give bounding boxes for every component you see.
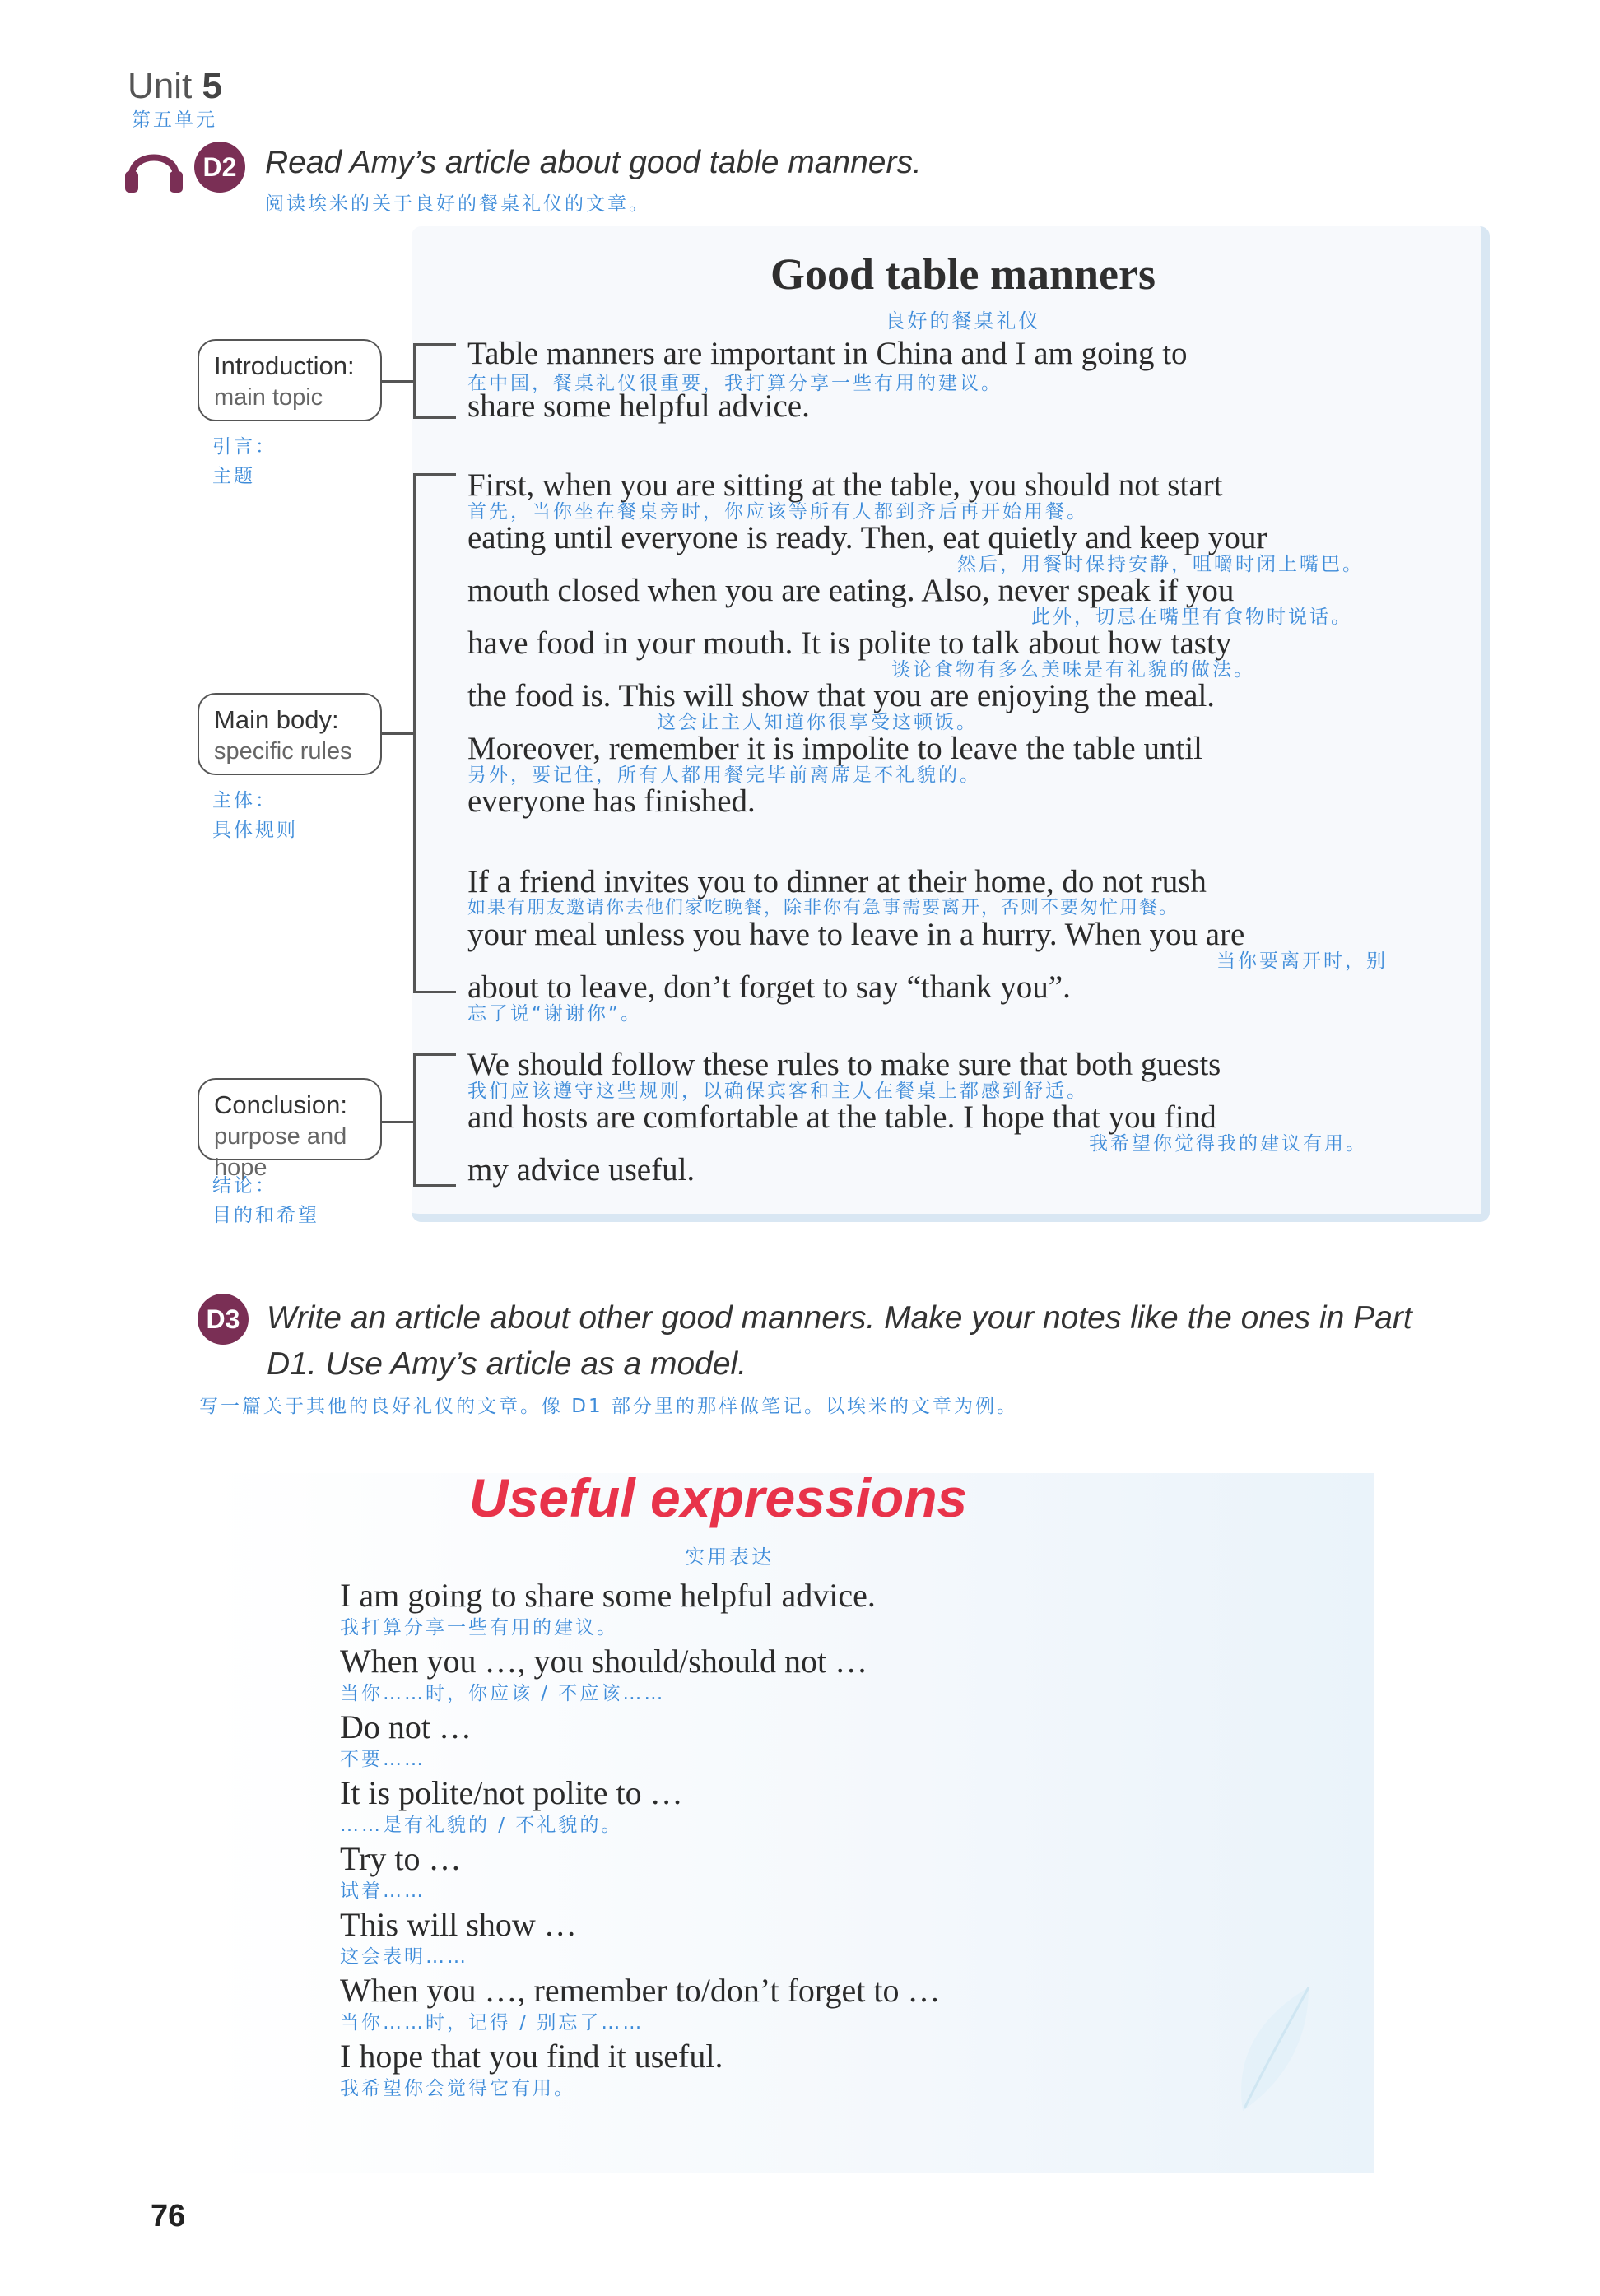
label-cn-line: 结论： <box>212 1175 277 1197</box>
expression-en: I hope that you find it useful. <box>340 2038 723 2075</box>
label-subtitle: purpose and hope <box>214 1123 347 1181</box>
conclusion-cn-1: 我们应该遵守这些规则，以确保宾客和主人在餐桌上都感到舒适。 <box>467 1081 1088 1102</box>
conclusion-line: my advice useful. <box>467 1152 695 1188</box>
expression-en: It is polite/not polite to … <box>340 1774 683 1811</box>
leaf-decoration-icon <box>1226 1983 1317 2115</box>
expression-cn: ……是有礼貌的 / 不礼貌的。 <box>340 1815 623 1836</box>
label-conclusion-cn <box>212 1171 319 1230</box>
article-title-cn: 良好的餐桌礼仪 <box>885 309 1041 332</box>
expression-en: This will show … <box>340 1906 577 1943</box>
body-line: about to leave, don’t forget to say “thank you”. <box>467 969 1071 1005</box>
d2-badge: D2 <box>194 142 245 193</box>
expression-cn: 这会表明…… <box>340 1946 468 1968</box>
expression-item <box>340 1773 683 1838</box>
label-introduction <box>198 339 382 421</box>
body-line: mouth closed when you are eating. Also, never speak if you <box>467 573 1235 608</box>
expression-en: Do not … <box>340 1708 472 1745</box>
expression-cn: 我打算分享一些有用的建议。 <box>340 1617 618 1638</box>
label-main-body-cn <box>212 786 298 845</box>
conclusion-bracket <box>413 1053 456 1187</box>
label-title: Conclusion: <box>214 1090 347 1119</box>
label-cn-line: 具体规则 <box>212 820 298 841</box>
body1-cn-6: 另外，要记住，所有人都用餐完毕前离席是不礼貌的。 <box>467 765 981 786</box>
conclusion-line: We should follow these rules to make sure that both guests <box>467 1047 1221 1082</box>
expression-cn: 试着…… <box>340 1880 426 1902</box>
body2-cn-2: 当你要离开时，别 <box>1216 950 1388 972</box>
d3-instruction-cn: 写一篇关于其他的良好礼仪的文章。像 D1 部分里的那样做笔记。以埃米的文章为例。 <box>199 1396 1018 1417</box>
expression-item <box>340 1576 876 1640</box>
unit-heading <box>128 66 222 107</box>
label-cn-line: 主题 <box>212 466 255 487</box>
expression-cn: 当你……时，你应该 / 不应该…… <box>340 1683 666 1704</box>
expression-cn: 我希望你会觉得它有用。 <box>340 2078 575 2099</box>
label-introduction-cn <box>212 432 277 491</box>
body-bracket <box>413 473 456 993</box>
conclusion-line: and hosts are comfortable at the table. I hope that you find <box>467 1099 1216 1135</box>
label-cn-line: 引言： <box>212 436 277 458</box>
expression-item <box>340 1642 867 1706</box>
body-line: everyone has finished. <box>467 783 756 819</box>
expression-item <box>340 1971 940 2035</box>
body1-cn-5: 这会让主人知道你很享受这顿饭。 <box>657 712 978 733</box>
body-line: eating until everyone is ready. Then, eat quietly and keep your <box>467 520 1267 555</box>
unit-number: 5 <box>202 66 222 106</box>
body-line: Moreover, remember it is impolite to leave the table until <box>467 731 1203 766</box>
label-title: Introduction: <box>214 351 355 380</box>
conclusion-cn-2: 我希望你觉得我的建议有用。 <box>1089 1133 1367 1155</box>
body-line: have food in your mouth. It is polite to talk about how tasty <box>467 625 1232 661</box>
unit-heading-cn: 第五单元 <box>132 109 217 131</box>
intro-connector <box>382 380 413 383</box>
body1-cn-4: 谈论食物有多么美味是有礼貌的做法。 <box>891 659 1255 681</box>
body-line: your meal unless you have to leave in a hurry. When you are <box>467 917 1245 952</box>
body2-cn-3: 忘了说“谢谢你”。 <box>467 1003 642 1025</box>
page-number: 76 <box>151 2199 186 2233</box>
expression-en: I am going to share some helpful advice. <box>340 1577 876 1614</box>
d3-instruction: Write an article about other good manners. Make your notes like the ones in Part D1. Use Amy’s article as a model. <box>267 1300 1412 1382</box>
useful-expressions-title: Useful expressions <box>469 1467 968 1528</box>
expression-item <box>340 1708 472 1772</box>
headphones-icon[interactable] <box>123 140 184 194</box>
conclusion-connector <box>382 1121 413 1123</box>
expression-en: Try to … <box>340 1840 462 1877</box>
intro-bracket <box>413 343 456 419</box>
article-title: Good table manners <box>770 249 1156 299</box>
expression-cn: 不要…… <box>340 1749 426 1770</box>
body-connector <box>382 732 413 735</box>
expression-item <box>340 2037 723 2101</box>
body1-cn-3: 此外，切忌在嘴里有食物时说话。 <box>1031 607 1352 628</box>
body1-cn-2: 然后，用餐时保持安静，咀嚼时闭上嘴巴。 <box>957 554 1364 575</box>
unit-word: Unit <box>128 66 193 106</box>
expression-en: When you …, remember to/don’t forget to … <box>340 1972 941 2009</box>
body1-cn-1: 首先，当你坐在餐桌旁时，你应该等所有人都到齐后再开始用餐。 <box>467 501 1088 523</box>
body-line: If a friend invites you to dinner at their home, do not rush <box>467 864 1207 899</box>
label-main-body <box>198 693 382 775</box>
intro-line: Table manners are important in China and I am going to <box>467 336 1188 371</box>
label-subtitle: main topic <box>214 384 323 411</box>
label-cn-line: 目的和希望 <box>212 1205 319 1226</box>
expression-item <box>340 1839 461 1903</box>
label-subtitle: specific rules <box>214 738 352 765</box>
conclusion-paragraph <box>467 1039 1480 1197</box>
intro-line: share some helpful advice. <box>467 388 810 424</box>
label-conclusion <box>198 1078 382 1181</box>
intro-cn: 在中国，餐桌礼仪很重要，我打算分享一些有用的建议。 <box>467 373 1002 394</box>
body2-cn-1: 如果有朋友邀请你去他们家吃晚餐，除非你有急事需要离开，否则不要匆忙用餐。 <box>467 898 1179 918</box>
body-line: First, when you are sitting at the table, you should not start <box>467 467 1223 503</box>
label-cn-line: 主体： <box>212 790 277 811</box>
body-paragraph-2 <box>467 856 1480 1014</box>
useful-expressions-title-cn: 实用表达 <box>685 1545 774 1569</box>
d3-badge: D3 <box>198 1294 249 1345</box>
d2-instruction-cn: 阅读埃米的关于良好的餐桌礼仪的文章。 <box>265 193 650 215</box>
label-title: Main body: <box>214 705 339 734</box>
expression-cn: 当你……时，记得 / 别忘了…… <box>340 2012 644 2033</box>
expression-item <box>340 1905 577 1969</box>
d2-instruction: Read Amy’s article about good table manners. <box>265 145 922 180</box>
expression-en: When you …, you should/should not … <box>340 1643 868 1680</box>
body-line: the food is. This will show that you are enjoying the meal. <box>467 678 1216 713</box>
